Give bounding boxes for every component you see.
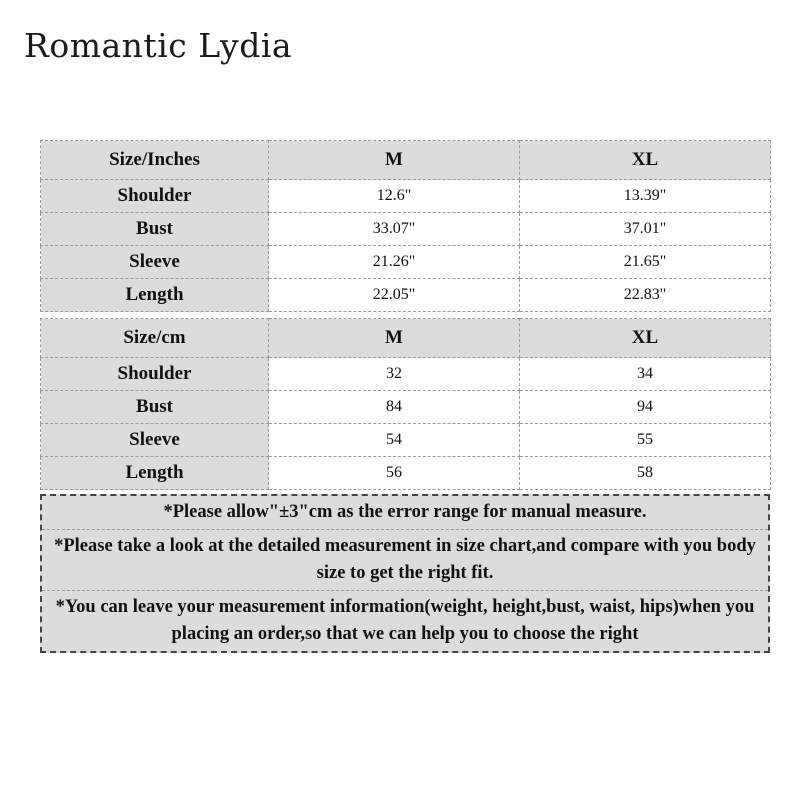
row-label: Shoulder xyxy=(41,180,269,213)
table-row xyxy=(41,180,771,213)
table-cell: 54 xyxy=(269,424,520,457)
note-error-range: *Please allow"±3"cm as the error range for manual measure. xyxy=(163,502,647,522)
size-table-cm xyxy=(40,318,771,490)
row-label: Sleeve xyxy=(41,246,269,279)
table-cell: 84 xyxy=(269,391,520,424)
table-header-row xyxy=(41,141,771,180)
table-cell: 34 xyxy=(520,358,771,391)
header-cell-m: M xyxy=(269,141,520,180)
row-label: Length xyxy=(41,457,269,490)
table-row xyxy=(41,246,771,279)
table-row xyxy=(41,213,771,246)
header-cell-xl: XL xyxy=(520,141,771,180)
note-leave-measurements: *You can leave your measurement information(weight, height,bust, waist, hips)when you placing an order,so that we can help you to choose the right xyxy=(42,590,768,651)
notes-box xyxy=(40,494,770,653)
table-cell: 33.07" xyxy=(269,213,520,246)
table-cell: 32 xyxy=(269,358,520,391)
table-row xyxy=(41,358,771,391)
row-label: Length xyxy=(41,279,269,312)
table-header-row xyxy=(41,319,771,358)
table-row xyxy=(41,424,771,457)
table-cell: 21.26" xyxy=(269,246,520,279)
brand-logo: Romantic Lydia xyxy=(24,26,293,65)
table-cell: 22.05" xyxy=(269,279,520,312)
size-table-inches xyxy=(40,140,771,312)
size-chart xyxy=(40,140,770,653)
table-cell: 58 xyxy=(520,457,771,490)
table-row xyxy=(41,391,771,424)
header-cell-size: Size/cm xyxy=(41,319,269,358)
row-label: Shoulder xyxy=(41,358,269,391)
header-cell-m: M xyxy=(269,319,520,358)
table-cell: 13.39" xyxy=(520,180,771,213)
table-cell: 22.83" xyxy=(520,279,771,312)
row-label: Bust xyxy=(41,391,269,424)
header-cell-size: Size/Inches xyxy=(41,141,269,180)
table-row xyxy=(41,279,771,312)
note-compare-measurement: *Please take a look at the detailed measurement in size chart,and compare with you body size to get the right fit. xyxy=(42,529,768,590)
table-row xyxy=(41,457,771,490)
table-cell: 55 xyxy=(520,424,771,457)
row-label: Sleeve xyxy=(41,424,269,457)
table-cell: 37.01" xyxy=(520,213,771,246)
table-cell: 94 xyxy=(520,391,771,424)
table-cell: 12.6" xyxy=(269,180,520,213)
table-cell: 21.65" xyxy=(520,246,771,279)
table-cell: 56 xyxy=(269,457,520,490)
header-cell-xl: XL xyxy=(520,319,771,358)
row-label: Bust xyxy=(41,213,269,246)
